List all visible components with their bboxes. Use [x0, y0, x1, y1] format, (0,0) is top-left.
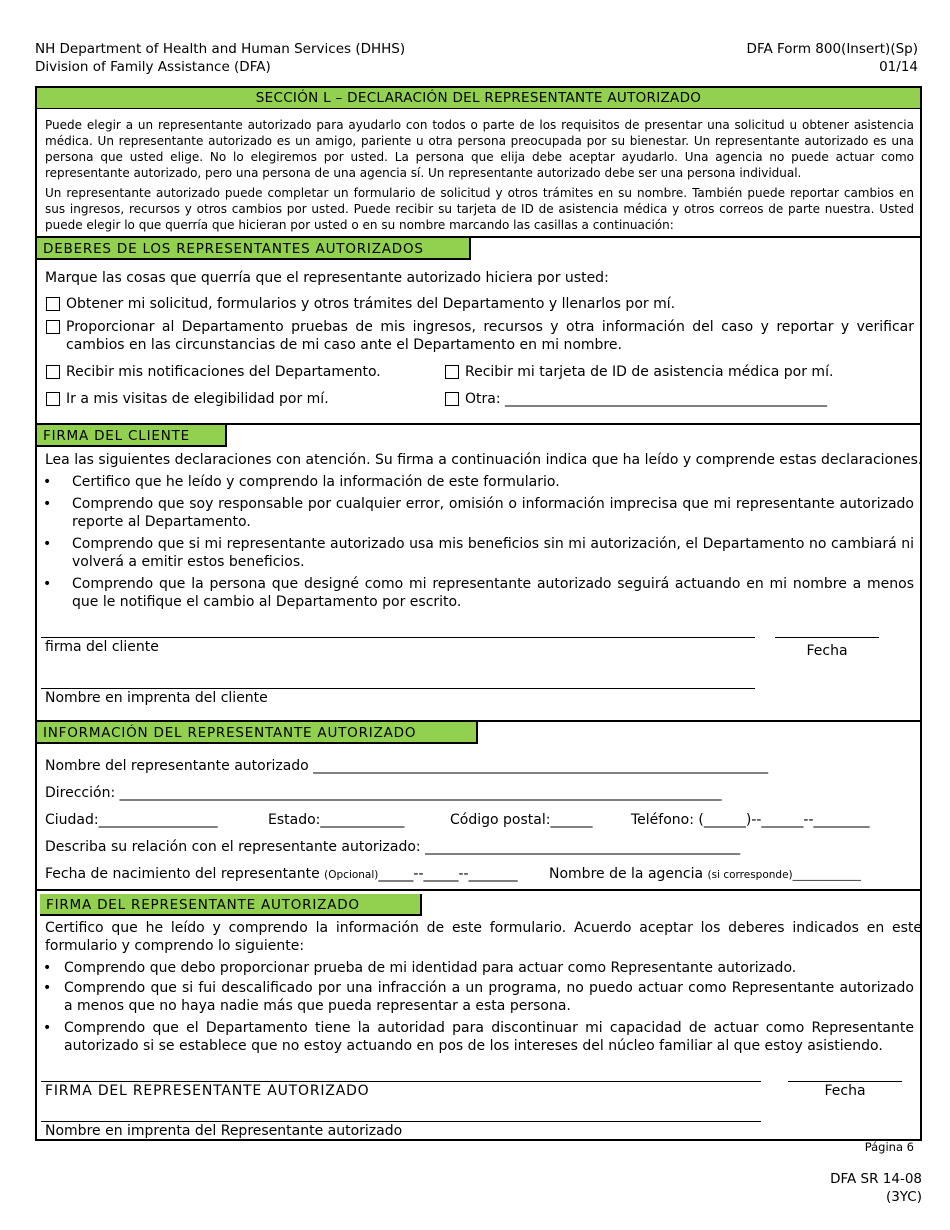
agency-name: NH Department of Health and Human Services (DHHS)	[35, 41, 406, 57]
footer-code: DFA SR 14-08	[830, 1171, 922, 1187]
rep-state-field[interactable]: Estado:____________	[268, 812, 405, 828]
label-application: Obtener mi solicitud, formularios y otros trámites del Departamento y llenarlos por mí.	[66, 296, 676, 312]
rep-signature-label: FIRMA DEL REPRESENTANTE AUTORIZADO	[45, 1083, 370, 1099]
bullet-icon: •	[43, 1020, 52, 1036]
rep-statement: Comprendo que debo proporcionar prueba de mi identidad para actuar como Representante autorizado.	[64, 960, 797, 976]
rep-info-heading: INFORMACIÓN DEL REPRESENTANTE AUTORIZADO	[37, 722, 478, 744]
division-name: Division of Family Assistance (DFA)	[35, 59, 271, 75]
client-signature-heading: FIRMA DEL CLIENTE	[37, 425, 227, 447]
rep-date-label: Fecha	[824, 1083, 866, 1099]
rep-city-field[interactable]: Ciudad:_________________	[45, 812, 218, 828]
client-print-name-label: Nombre en imprenta del cliente	[45, 690, 268, 706]
checkbox-notices[interactable]	[46, 365, 60, 379]
client-date-line[interactable]	[775, 637, 879, 638]
rep-zip-field[interactable]: Código postal:______	[450, 812, 593, 828]
checkbox-other[interactable]	[445, 392, 459, 406]
footer-code-2: (3YC)	[885, 1189, 922, 1205]
rep-phone-field[interactable]: Teléfono: (______)--______--________	[631, 812, 870, 828]
client-statement: Certifico que he leído y comprendo la información de este formulario.	[72, 474, 560, 490]
rep-agency-blank[interactable]: _____________	[792, 869, 861, 881]
bullet-icon: •	[43, 980, 52, 996]
bullet-icon: •	[43, 536, 52, 552]
checkbox-application[interactable]	[46, 297, 60, 311]
rep-dob-label: Fecha de nacimiento del representante	[45, 866, 320, 882]
label-other[interactable]: Otra: ______________________________________________	[465, 391, 828, 407]
checkbox-proof[interactable]	[46, 320, 60, 334]
rep-dob-optional: (Opcional)	[324, 869, 379, 881]
bullet-icon: •	[43, 960, 52, 976]
section-l-intro-2: Un representante autorizado puede completar un formulario de solicitud y otros trámites en su nombre. También puede reportar cambios en sus ingresos, recursos y otros cambios por usted. Puede recibir su tarjeta de ID de asistencia médica y otros correos de parte nuestra. Usted puede elegir lo que querría que hicieran por usted o en su nombre marcando las casillas a continuación:	[45, 186, 914, 232]
client-signature-section	[35, 423, 922, 722]
checkbox-visits[interactable]	[46, 392, 60, 406]
form-date: 01/14	[879, 59, 918, 75]
label-notices: Recibir mis notificaciones del Departamento.	[66, 364, 381, 380]
rep-address-field[interactable]: Dirección: ______________________________________________________________________________________	[45, 785, 722, 801]
bullet-icon: •	[43, 576, 52, 592]
rep-signature-intro: Certifico que he leído y comprendo la información de este formulario. Acuerdo aceptar los deberes indicados en este formulario y comprendo lo siguiente:	[45, 920, 922, 954]
rep-dob-field[interactable]	[45, 865, 518, 884]
form-id: DFA Form 800(Insert)(Sp)	[746, 41, 918, 57]
rep-signature-section	[35, 889, 922, 1141]
rep-statement: Comprendo que el Departamento tiene la autoridad para discontinuar mi capacidad de actuar como Representante autorizado si se establece que no estoy actuando en pos de los intereses del núcleo familiar al que estoy asistiendo.	[64, 1020, 914, 1054]
rep-statement: Comprendo que si fui descalificado por una infracción a un programa, no puedo actuar como Representante autorizado a menos que no haya nadie más que pueda representar a esta persona.	[64, 980, 914, 1014]
bullet-icon: •	[43, 474, 52, 490]
rep-print-name-label: Nombre en imprenta del Representante autorizado	[45, 1123, 403, 1139]
section-l-title: SECCIÓN L – DECLARACIÓN DEL REPRESENTANTE AUTORIZADO	[37, 88, 920, 109]
label-proof: Proporcionar al Departamento pruebas de mis ingresos, recursos y otra información del caso y reportar y verificar cambios en las circunstancias de mi caso ante el Departamento en mi nombre.	[66, 319, 914, 353]
rep-dob-blank[interactable]: _____--_____--_______	[378, 866, 518, 882]
rep-name-field[interactable]: Nombre del representante autorizado _________________________________________________________________	[45, 758, 769, 774]
rep-agency-field[interactable]	[549, 865, 861, 884]
page-number: Página 6	[864, 1140, 914, 1154]
duties-heading: DEBERES DE LOS REPRESENTANTES AUTORIZADOS	[37, 238, 471, 260]
rep-agency-note: (si corresponde)	[707, 869, 793, 881]
client-statement: Comprendo que soy responsable por cualquier error, omisión o información imprecisa que mi representante autorizado reporte al Departamento.	[72, 496, 914, 530]
duties-section	[35, 236, 922, 425]
label-visits: Ir a mis visitas de elegibilidad por mí.	[66, 391, 329, 407]
bullet-icon: •	[43, 496, 52, 512]
section-l-box	[35, 86, 922, 238]
label-card: Recibir mi tarjeta de ID de asistencia médica por mí.	[465, 364, 834, 380]
rep-relationship-field[interactable]: Describa su relación con el representante autorizado: _____________________________________________	[45, 839, 741, 855]
client-signature-intro: Lea las siguientes declaraciones con atención. Su firma a continuación indica que ha leído y comprende estas declaraciones.	[45, 452, 923, 468]
client-signature-label: firma del cliente	[45, 639, 159, 655]
client-date-label: Fecha	[806, 643, 848, 659]
section-l-intro-1: Puede elegir a un representante autorizado para ayudarlo con todos o parte de los requisitos de presentar una solicitud u obtener asistencia médica. Un representante autorizado es un amigo, pariente u otra persona preocupada por su bienestar. Un representante autorizado es una persona que usted elige. No lo elegiremos por usted. La persona que elija debe aceptar ayudarlo. Una agencia no puede actuar como representante autorizado, pero una persona de una agencia sí. Un representante autorizado debe ser una persona individual.	[45, 118, 914, 180]
rep-signature-heading: FIRMA DEL REPRESENTANTE AUTORIZADO	[40, 894, 422, 916]
rep-info-section	[35, 720, 922, 891]
checkbox-card[interactable]	[445, 365, 459, 379]
rep-agency-label: Nombre de la agencia	[549, 866, 704, 882]
client-statement: Comprendo que si mi representante autorizado usa mis beneficios sin mi autorización, el Departamento no cambiará ni volverá a emitir estos beneficios.	[72, 536, 914, 570]
client-statement: Comprendo que la persona que designé como mi representante autorizado seguirá actuando en mi nombre a menos que le notifique el cambio al Departamento por escrito.	[72, 576, 914, 610]
duties-prompt: Marque las cosas que querría que el representante autorizado hiciera por usted:	[45, 270, 609, 286]
